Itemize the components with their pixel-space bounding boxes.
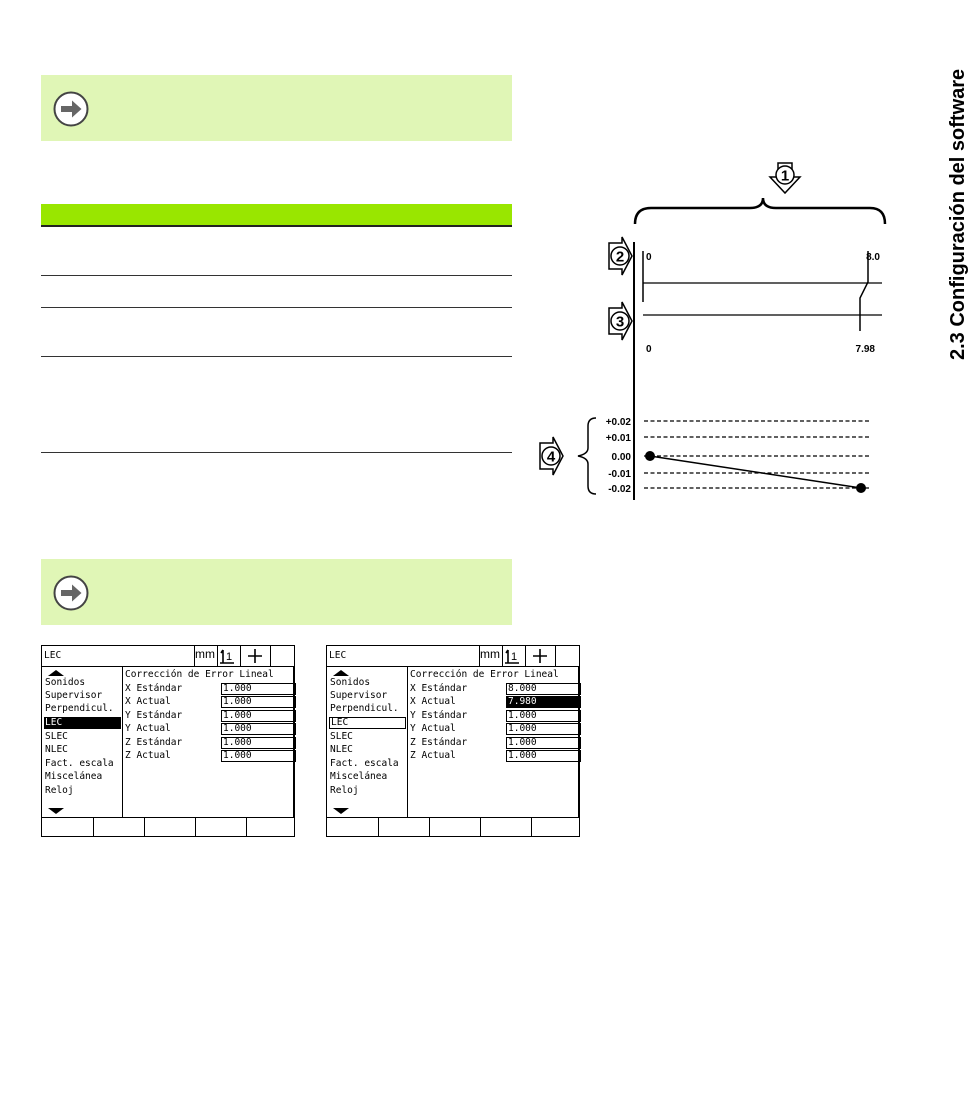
field-label: Z Estándar — [125, 737, 183, 748]
lec-diagram — [530, 160, 900, 510]
menu-item-reloj[interactable]: Reloj — [330, 785, 359, 796]
panel-title: Corrección de Error Lineal — [125, 669, 274, 680]
correction-path — [860, 251, 868, 331]
z-actual-field[interactable]: 1.000 — [221, 750, 296, 762]
standard-axis-start: 0 — [646, 252, 652, 263]
menu-item-supervisor[interactable]: Supervisor — [45, 690, 103, 701]
x-actual-field[interactable]: 7.980 — [506, 696, 581, 708]
crosshair-icon[interactable] — [247, 648, 263, 664]
callout-3 — [609, 302, 632, 340]
note-box — [41, 75, 512, 141]
arrow-right-circle-icon — [53, 91, 89, 127]
screen-titlebar — [327, 646, 579, 667]
section-side-title: 2.3 Configuración del software — [947, 68, 969, 360]
standard-axis-end: 8.0 — [866, 252, 880, 263]
menu-item-miscelanea[interactable]: Miscelánea — [45, 771, 103, 782]
menu-item-reloj[interactable]: Reloj — [45, 785, 74, 796]
x-standard-field[interactable]: 1.000 — [221, 683, 296, 695]
brace — [635, 198, 885, 224]
menu-item-slec[interactable]: SLEC — [45, 731, 68, 742]
field-label: X Estándar — [410, 683, 468, 694]
datum-icon[interactable] — [218, 648, 236, 664]
y-actual-field[interactable]: 1.000 — [221, 723, 296, 735]
z-standard-field[interactable]: 1.000 — [506, 737, 581, 749]
field-label: Z Actual — [410, 750, 456, 761]
softkey[interactable] — [378, 818, 379, 837]
unit-mm-button[interactable]: mm — [195, 647, 215, 661]
error-point — [856, 483, 866, 493]
error-tick: +0.01 — [605, 433, 631, 444]
softkey[interactable] — [246, 818, 247, 837]
screen-title: LEC — [44, 650, 62, 661]
scroll-down-icon[interactable] — [333, 808, 349, 814]
svg-text:4: 4 — [546, 448, 556, 466]
softkey-bar — [327, 817, 579, 837]
table-header — [41, 204, 512, 225]
menu-item-sonidos[interactable]: Sonidos — [45, 677, 86, 688]
softkey[interactable] — [93, 818, 94, 837]
table-rule — [41, 452, 512, 453]
field-label: Y Estándar — [410, 710, 468, 721]
menu-item-perpendicul[interactable]: Perpendicul. — [330, 703, 399, 714]
table-rule — [41, 356, 512, 357]
table-rule — [41, 307, 512, 308]
svg-text:3: 3 — [615, 313, 625, 331]
scroll-down-icon[interactable] — [48, 808, 64, 814]
menu-item-supervisor[interactable]: Supervisor — [330, 690, 388, 701]
field-label: Z Actual — [125, 750, 171, 761]
note-box — [41, 559, 512, 625]
menu-item-slec[interactable]: SLEC — [330, 731, 353, 742]
error-tick: 0.00 — [611, 452, 631, 463]
panel-title: Corrección de Error Lineal — [410, 669, 559, 680]
table-rule — [41, 225, 512, 227]
field-label: Y Actual — [125, 723, 171, 734]
field-label: X Actual — [125, 696, 171, 707]
table-rule — [41, 275, 512, 276]
error-curve — [650, 456, 861, 488]
menu-item-lec[interactable]: LEC — [44, 717, 121, 729]
menu-item-fact-escala[interactable]: Fact. escala — [45, 758, 114, 769]
lec-screen-actual — [326, 645, 580, 837]
settings-menu — [327, 667, 408, 817]
field-label: X Actual — [410, 696, 456, 707]
menu-item-perpendicul[interactable]: Perpendicul. — [45, 703, 114, 714]
error-tick: -0.01 — [608, 469, 631, 480]
error-tick: -0.02 — [608, 484, 631, 495]
menu-item-fact-escala[interactable]: Fact. escala — [330, 758, 399, 769]
scale-brace — [578, 418, 596, 494]
callout-1 — [770, 163, 800, 193]
menu-item-nlec[interactable]: NLEC — [330, 744, 353, 755]
arrow-right-circle-icon — [53, 575, 89, 611]
softkey[interactable] — [429, 818, 430, 837]
unit-mm-button[interactable]: mm — [480, 647, 500, 661]
softkey[interactable] — [480, 818, 481, 837]
actual-axis-start: 0 — [646, 344, 652, 355]
menu-item-sonidos[interactable]: Sonidos — [330, 677, 371, 688]
field-label: Z Estándar — [410, 737, 468, 748]
softkey[interactable] — [144, 818, 145, 837]
x-actual-field[interactable]: 1.000 — [221, 696, 296, 708]
y-actual-field[interactable]: 1.000 — [506, 723, 581, 735]
softkey-bar — [42, 817, 294, 837]
menu-item-lec[interactable]: LEC — [329, 717, 406, 729]
error-tick: +0.02 — [605, 417, 631, 428]
svg-text:1: 1 — [780, 167, 790, 185]
crosshair-icon[interactable] — [532, 648, 548, 664]
screen-titlebar — [42, 646, 294, 667]
callout-4 — [540, 437, 563, 475]
svg-text:1: 1 — [226, 651, 233, 663]
z-actual-field[interactable]: 1.000 — [506, 750, 581, 762]
y-standard-field[interactable]: 1.000 — [221, 710, 296, 722]
screen-title: LEC — [329, 650, 347, 661]
svg-text:2: 2 — [615, 248, 625, 266]
settings-menu — [42, 667, 123, 817]
menu-item-miscelanea[interactable]: Miscelánea — [330, 771, 388, 782]
lec-screen-standard — [41, 645, 295, 837]
callout-2 — [609, 237, 632, 275]
datum-icon[interactable] — [503, 648, 521, 664]
y-standard-field[interactable]: 1.000 — [506, 710, 581, 722]
field-label: X Estándar — [125, 683, 183, 694]
menu-item-nlec[interactable]: NLEC — [45, 744, 68, 755]
field-label: Y Estándar — [125, 710, 183, 721]
field-label: Y Actual — [410, 723, 456, 734]
scroll-up-icon[interactable] — [48, 670, 64, 676]
softkey[interactable] — [195, 818, 196, 837]
error-point — [645, 451, 655, 461]
svg-text:1: 1 — [511, 651, 518, 663]
softkey[interactable] — [531, 818, 532, 837]
actual-axis-end: 7.98 — [855, 344, 875, 355]
x-standard-field[interactable]: 8.000 — [506, 683, 581, 695]
z-standard-field[interactable]: 1.000 — [221, 737, 296, 749]
scroll-up-icon[interactable] — [333, 670, 349, 676]
